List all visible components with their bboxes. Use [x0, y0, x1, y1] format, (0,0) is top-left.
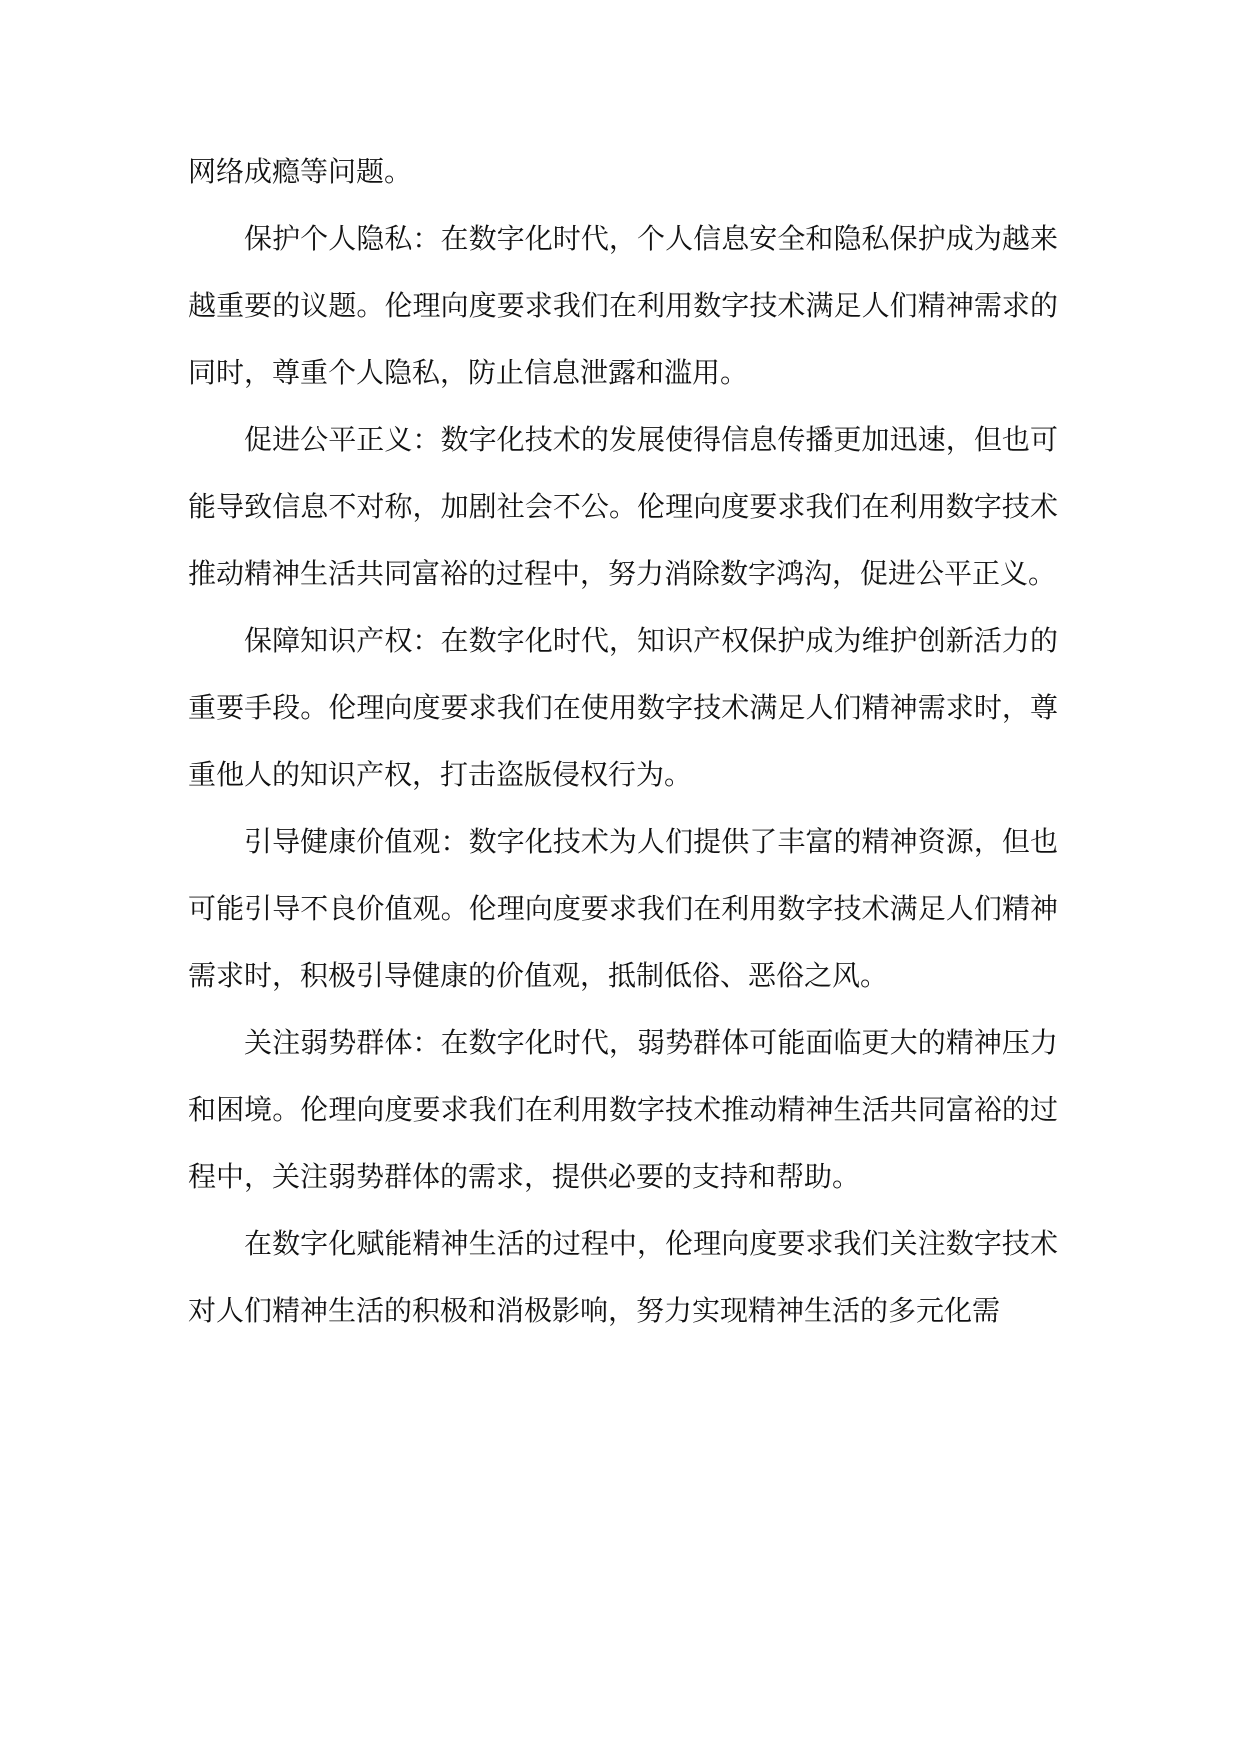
paragraph-privacy: 保护个人隐私：在数字化时代，个人信息安全和隐私保护成为越来越重要的议题。伦理向度要求我们在利用数字技术满足人们精神需求的同时，尊重个人隐私，防止信息泄露和滥用。	[188, 222, 1058, 389]
paragraph-continuation: 网络成瘾等问题。	[188, 155, 413, 188]
paragraph-healthy-values: 引导健康价值观：数字化技术为人们提供了丰富的精神资源，但也可能引导不良价值观。伦理向度要求我们在利用数字技术满足人们精神需求时，积极引导健康的价值观，抵制低俗、恶俗之风。	[188, 825, 1058, 992]
paragraph-summary: 在数字化赋能精神生活的过程中，伦理向度要求我们关注数字技术对人们精神生活的积极和消极影响，努力实现精神生活的多元化需	[188, 1227, 1058, 1327]
paragraph-intellectual-property: 保障知识产权：在数字化时代，知识产权保护成为维护创新活力的重要手段。伦理向度要求我们在使用数字技术满足人们精神需求时，尊重他人的知识产权，打击盗版侵权行为。	[188, 624, 1058, 791]
document-body	[188, 138, 1058, 1344]
paragraph-fairness: 促进公平正义：数字化技术的发展使得信息传播更加迅速，但也可能导致信息不对称，加剧社会不公。伦理向度要求我们在利用数字技术推动精神生活共同富裕的过程中，努力消除数字鸿沟，促进公平正义。	[188, 423, 1058, 590]
paragraph-vulnerable-groups: 关注弱势群体：在数字化时代，弱势群体可能面临更大的精神压力和困境。伦理向度要求我们在利用数字技术推动精神生活共同富裕的过程中，关注弱势群体的需求，提供必要的支持和帮助。	[188, 1026, 1058, 1193]
